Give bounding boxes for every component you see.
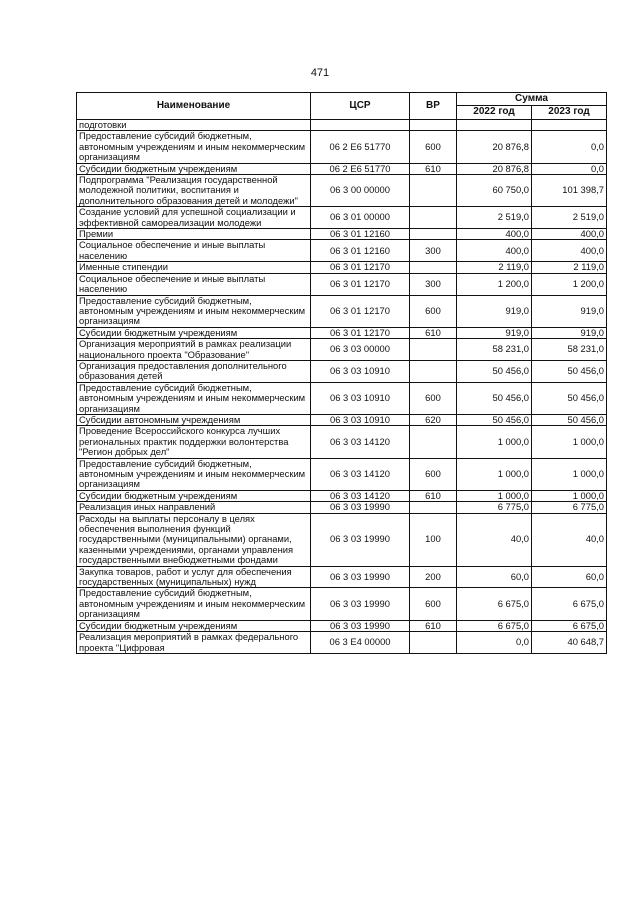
cell-name: Подпрограмма "Реализация государственной молодежной политики, воспитания и дополнительного образования детей и молодежи": [77, 175, 311, 207]
cell-vr: 300: [410, 273, 457, 295]
cell-2022: 40,0: [457, 513, 532, 566]
cell-name: Субсидии бюджетным учреждениям: [77, 163, 311, 174]
cell-csr: 06 3 01 12160: [311, 240, 410, 262]
table-row: [77, 262, 607, 273]
header-name: Наименование: [77, 93, 311, 120]
table-row: [77, 360, 607, 382]
cell-name: Предоставление субсидий бюджетным, автономным учреждениям и иным некоммерческим организациям: [77, 131, 311, 163]
table-row: [77, 327, 607, 338]
cell-2022: 20 876,8: [457, 163, 532, 174]
cell-2023: 6 775,0: [532, 502, 607, 513]
cell-2022: 6 775,0: [457, 502, 532, 513]
cell-csr: 06 3 03 14120: [311, 458, 410, 490]
cell-name: Создание условий для успешной социализации и эффективной самореализации молодежи: [77, 207, 311, 229]
cell-2023: [532, 120, 607, 131]
cell-2022: 6 675,0: [457, 588, 532, 620]
cell-csr: 06 3 03 10910: [311, 414, 410, 425]
cell-csr: 06 3 01 12160: [311, 229, 410, 240]
cell-2022: 6 675,0: [457, 620, 532, 631]
cell-2023: 60,0: [532, 566, 607, 588]
page-number: 471: [310, 67, 330, 79]
cell-vr: 300: [410, 240, 457, 262]
cell-csr: [311, 120, 410, 131]
cell-name: подготовки: [77, 120, 311, 131]
cell-2023: 400,0: [532, 240, 607, 262]
table-row: [77, 240, 607, 262]
cell-csr: 06 3 00 00000: [311, 175, 410, 207]
cell-vr: 200: [410, 566, 457, 588]
cell-csr: 06 3 01 12170: [311, 273, 410, 295]
cell-2023: 101 398,7: [532, 175, 607, 207]
cell-vr: [410, 502, 457, 513]
cell-csr: 06 3 03 19990: [311, 566, 410, 588]
cell-name: Расходы на выплаты персоналу в целях обеспечения выполнения функций государственными (муниципальными) органами, казенными учреждениями, органами управления государственными внебюджетными фондами: [77, 513, 311, 566]
cell-vr: 600: [410, 382, 457, 414]
cell-vr: 620: [410, 414, 457, 425]
cell-csr: 06 3 03 19990: [311, 588, 410, 620]
cell-2023: 50 456,0: [532, 360, 607, 382]
cell-name: Именные стипендии: [77, 262, 311, 273]
cell-2022: 1 000,0: [457, 490, 532, 501]
cell-2023: 1 000,0: [532, 458, 607, 490]
cell-name: Субсидии бюджетным учреждениям: [77, 490, 311, 501]
cell-2023: 6 675,0: [532, 620, 607, 631]
table-row: [77, 163, 607, 174]
cell-2022: [457, 120, 532, 131]
table-row: [77, 229, 607, 240]
cell-vr: 610: [410, 163, 457, 174]
cell-vr: [410, 175, 457, 207]
cell-2022: 60,0: [457, 566, 532, 588]
table-row: [77, 502, 607, 513]
cell-2022: 400,0: [457, 229, 532, 240]
cell-2022: 2 519,0: [457, 207, 532, 229]
cell-name: Предоставление субсидий бюджетным, автономным учреждениям и иным некоммерческим организациям: [77, 588, 311, 620]
cell-vr: 100: [410, 513, 457, 566]
cell-csr: 06 3 Е4 00000: [311, 632, 410, 654]
cell-csr: 06 3 01 12170: [311, 262, 410, 273]
cell-csr: 06 3 01 12170: [311, 295, 410, 327]
cell-vr: [410, 339, 457, 361]
cell-2022: 1 200,0: [457, 273, 532, 295]
cell-csr: 06 3 03 10910: [311, 360, 410, 382]
table-row: [77, 458, 607, 490]
cell-vr: [410, 207, 457, 229]
cell-vr: [410, 229, 457, 240]
cell-2022: 58 231,0: [457, 339, 532, 361]
cell-vr: [410, 632, 457, 654]
header-vr: ВР: [410, 93, 457, 120]
cell-csr: 06 2 Е6 51770: [311, 163, 410, 174]
cell-vr: 610: [410, 490, 457, 501]
cell-2023: 58 231,0: [532, 339, 607, 361]
header-csr: ЦСР: [311, 93, 410, 120]
cell-name: Социальное обеспечение и иные выплаты населению: [77, 273, 311, 295]
table-row: [77, 382, 607, 414]
cell-2023: 400,0: [532, 229, 607, 240]
cell-csr: 06 3 01 12170: [311, 327, 410, 338]
cell-2022: 1 000,0: [457, 426, 532, 458]
cell-vr: [410, 262, 457, 273]
table-row: [77, 414, 607, 425]
header-year-2023: 2023 год: [532, 106, 607, 120]
cell-2023: 6 675,0: [532, 588, 607, 620]
cell-2023: 0,0: [532, 163, 607, 174]
cell-2022: 919,0: [457, 327, 532, 338]
cell-2023: 2 519,0: [532, 207, 607, 229]
cell-vr: [410, 426, 457, 458]
cell-2023: 1 000,0: [532, 490, 607, 501]
cell-name: Субсидии бюджетным учреждениям: [77, 620, 311, 631]
cell-2022: 0,0: [457, 632, 532, 654]
cell-vr: 610: [410, 327, 457, 338]
cell-name: Реализация иных направлений: [77, 502, 311, 513]
table-row: [77, 295, 607, 327]
cell-csr: 06 3 03 00000: [311, 339, 410, 361]
table-row: [77, 175, 607, 207]
cell-2023: 919,0: [532, 327, 607, 338]
cell-name: Субсидии автономным учреждениям: [77, 414, 311, 425]
cell-csr: 06 3 03 19990: [311, 620, 410, 631]
cell-name: Субсидии бюджетным учреждениям: [77, 327, 311, 338]
cell-csr: 06 3 03 19990: [311, 513, 410, 566]
cell-name: Закупка товаров, работ и услуг для обеспечения государственных (муниципальных) нужд: [77, 566, 311, 588]
table-row: [77, 566, 607, 588]
cell-2023: 40 648,7: [532, 632, 607, 654]
cell-2022: 50 456,0: [457, 414, 532, 425]
cell-2023: 1 000,0: [532, 426, 607, 458]
cell-2022: 20 876,8: [457, 131, 532, 163]
cell-vr: [410, 360, 457, 382]
table-row: [77, 273, 607, 295]
table-row: [77, 207, 607, 229]
cell-name: Проведение Всероссийского конкурса лучших региональных практик поддержки волонтерства "Регион добрых дел": [77, 426, 311, 458]
table-body: [77, 120, 607, 654]
table-row: [77, 588, 607, 620]
cell-csr: 06 3 03 10910: [311, 382, 410, 414]
cell-csr: 06 3 03 14120: [311, 426, 410, 458]
cell-2022: 2 119,0: [457, 262, 532, 273]
cell-csr: 06 3 01 00000: [311, 207, 410, 229]
cell-name: Реализация мероприятий в рамках федерального проекта "Цифровая: [77, 632, 311, 654]
cell-name: Предоставление субсидий бюджетным, автономным учреждениям и иным некоммерческим организациям: [77, 295, 311, 327]
cell-vr: 600: [410, 588, 457, 620]
header-sum: Сумма: [457, 93, 607, 106]
table-row: [77, 426, 607, 458]
cell-csr: 06 3 03 19990: [311, 502, 410, 513]
cell-2023: 1 200,0: [532, 273, 607, 295]
table-row: [77, 131, 607, 163]
cell-2023: 40,0: [532, 513, 607, 566]
cell-2022: 400,0: [457, 240, 532, 262]
cell-vr: [410, 120, 457, 131]
table-row: [77, 513, 607, 566]
cell-2023: 50 456,0: [532, 414, 607, 425]
cell-2023: 0,0: [532, 131, 607, 163]
cell-name: Организация предоставления дополнительного образования детей: [77, 360, 311, 382]
cell-2023: 2 119,0: [532, 262, 607, 273]
cell-csr: 06 3 03 14120: [311, 490, 410, 501]
cell-name: Предоставление субсидий бюджетным, автономным учреждениям и иным некоммерческим организациям: [77, 382, 311, 414]
cell-vr: 600: [410, 458, 457, 490]
table-row: [77, 120, 607, 131]
cell-name: Предоставление субсидий бюджетным, автономным учреждениям и иным некоммерческим организациям: [77, 458, 311, 490]
budget-table: [76, 92, 607, 654]
cell-vr: 600: [410, 295, 457, 327]
header-year-2022: 2022 год: [457, 106, 532, 120]
cell-name: Премии: [77, 229, 311, 240]
cell-2022: 60 750,0: [457, 175, 532, 207]
cell-2023: 50 456,0: [532, 382, 607, 414]
table-row: [77, 620, 607, 631]
table-row: [77, 490, 607, 501]
cell-csr: 06 2 Е6 51770: [311, 131, 410, 163]
table-row: [77, 339, 607, 361]
cell-2023: 919,0: [532, 295, 607, 327]
cell-name: Организация мероприятий в рамках реализации национального проекта "Образование": [77, 339, 311, 361]
cell-2022: 50 456,0: [457, 382, 532, 414]
cell-vr: 600: [410, 131, 457, 163]
cell-2022: 50 456,0: [457, 360, 532, 382]
cell-2022: 919,0: [457, 295, 532, 327]
cell-2022: 1 000,0: [457, 458, 532, 490]
cell-vr: 610: [410, 620, 457, 631]
table-header: [77, 93, 607, 120]
cell-name: Социальное обеспечение и иные выплаты населению: [77, 240, 311, 262]
table-row: [77, 632, 607, 654]
